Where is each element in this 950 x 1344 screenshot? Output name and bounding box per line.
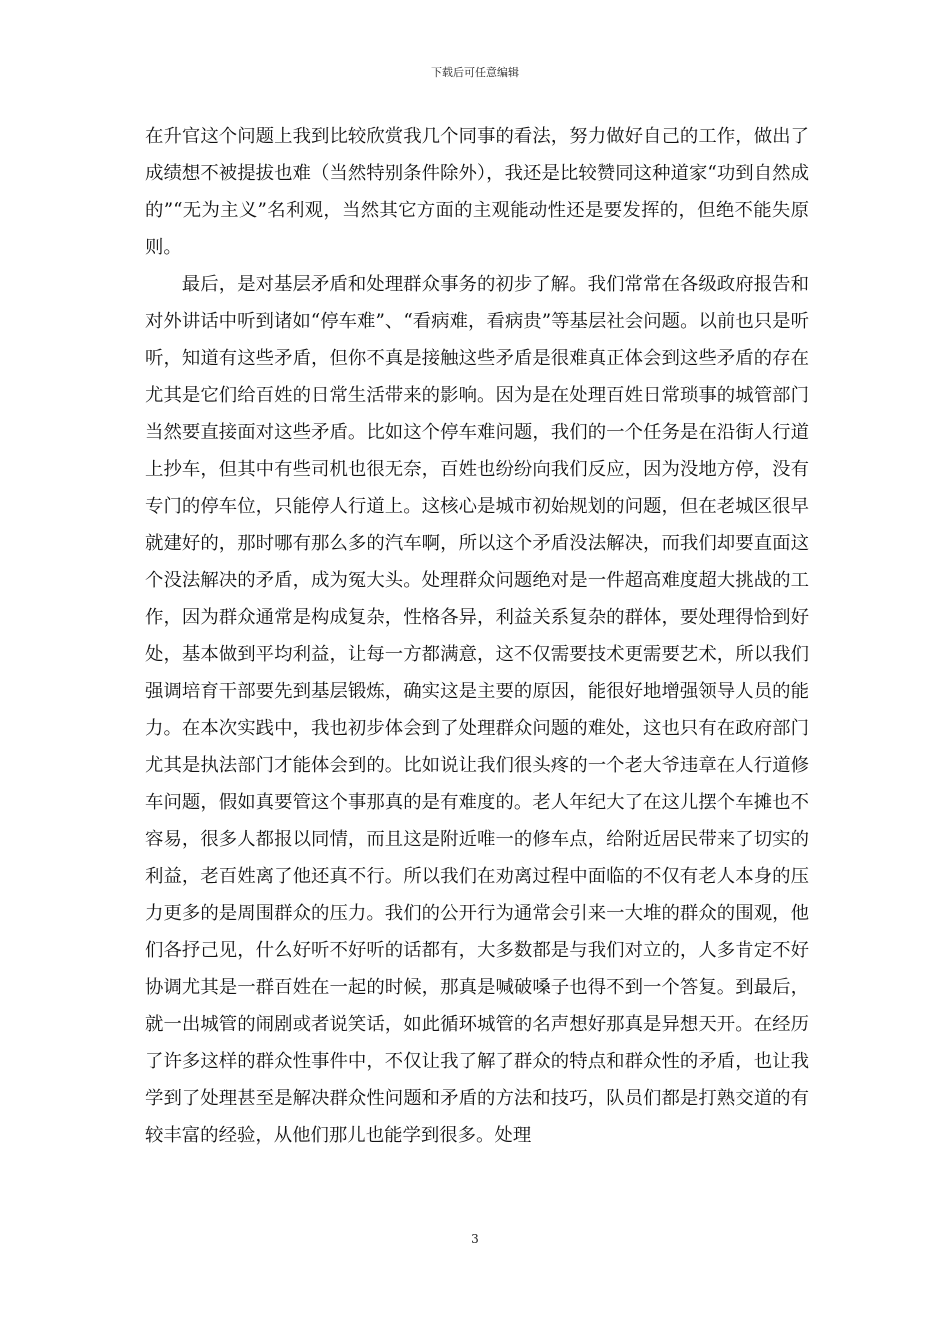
paragraph-continuation: 在升官这个问题上我到比较欣赏我几个同事的看法，努力做好自己的工作，做出了成绩想不被提拔也难（当然特别条件除外），我还是比较赞同这种道家“功到自然成的”“无为主义”名利观，当然其它方面的主观能动性还是要发挥的，但绝不能失原则。: [145, 126, 809, 258]
page-number: 3: [471, 1232, 479, 1246]
document-body: [145, 118, 809, 1154]
paragraph-grassroots-conflicts: 最后，是对基层矛盾和处理群众事务的初步了解。我们常常在各级政府报告和对外讲话中听到诸如“停车难”、“看病难，看病贵”等基层社会问题。以前也只是听听，知道有这些矛盾，但你不真是接触这些矛盾是很难真正体会到这些矛盾的存在尤其是它们给百姓的日常生活带来的影响。因为是在处理百姓日常琐事的城管部门当然要直接面对这些矛盾。比如这个停车难问题，我们的一个任务是在沿街人行道上抄车，但其中有些司机也很无奈，百姓也纷纷向我们反应，因为没地方停，没有专门的停车位，只能停人行道上。这核心是城市初始规划的问题，但在老城区很早就建好的，那时哪有那么多的汽车啊，所以这个矛盾没法解决，而我们却要直面这个没法解决的矛盾，成为冤大头。处理群众问题绝对是一件超高难度超大挑战的工作，因为群众通常是构成复杂，性格各异，利益关系复杂的群体，要处理得恰到好处，基本做到平均利益，让每一方都满意，这不仅需要技术更需要艺术，所以我们强调培育干部要先到基层锻炼，确实这是主要的原因，能很好地增强领导人员的能力。在本次实践中，我也初步体会到了处理群众问题的难处，这也只有在政府部门尤其是执法部门才能体会到的。比如说让我们很头疼的一个老大爷违章在人行道修车问题，假如真要管这个事那真的是有难度的。老人年纪大了在这儿摆个车摊也不容易，很多人都报以同情，而且这是附近唯一的修车点，给附近居民带来了切实的利益，老百姓离了他还真不行。所以我们在劝离过程中面临的不仅有老人本身的压力更多的是周围群众的压力。我们的公开行为通常会引来一大堆的群众的围观，他们各抒己见，什么好听不好听的话都有，大多数都是与我们对立的，人多肯定不好协调尤其是一群百姓在一起的时候，那真是喊破嗓子也得不到一个答复。到最后，就一出城管的闹剧或者说笑话，如此循环城管的名声想好那真是异想天开。在经历了许多这样的群众性事件中，不仅让我了解了群众的特点和群众性的矛盾，也让我学到了处理甚至是解决群众性问题和矛盾的方法和技巧，队员们都是打熟交道的有较丰富的经验，从他们那儿也能学到很多。处理: [145, 274, 809, 1146]
page-header: 下载后可任意编辑: [431, 66, 519, 79]
